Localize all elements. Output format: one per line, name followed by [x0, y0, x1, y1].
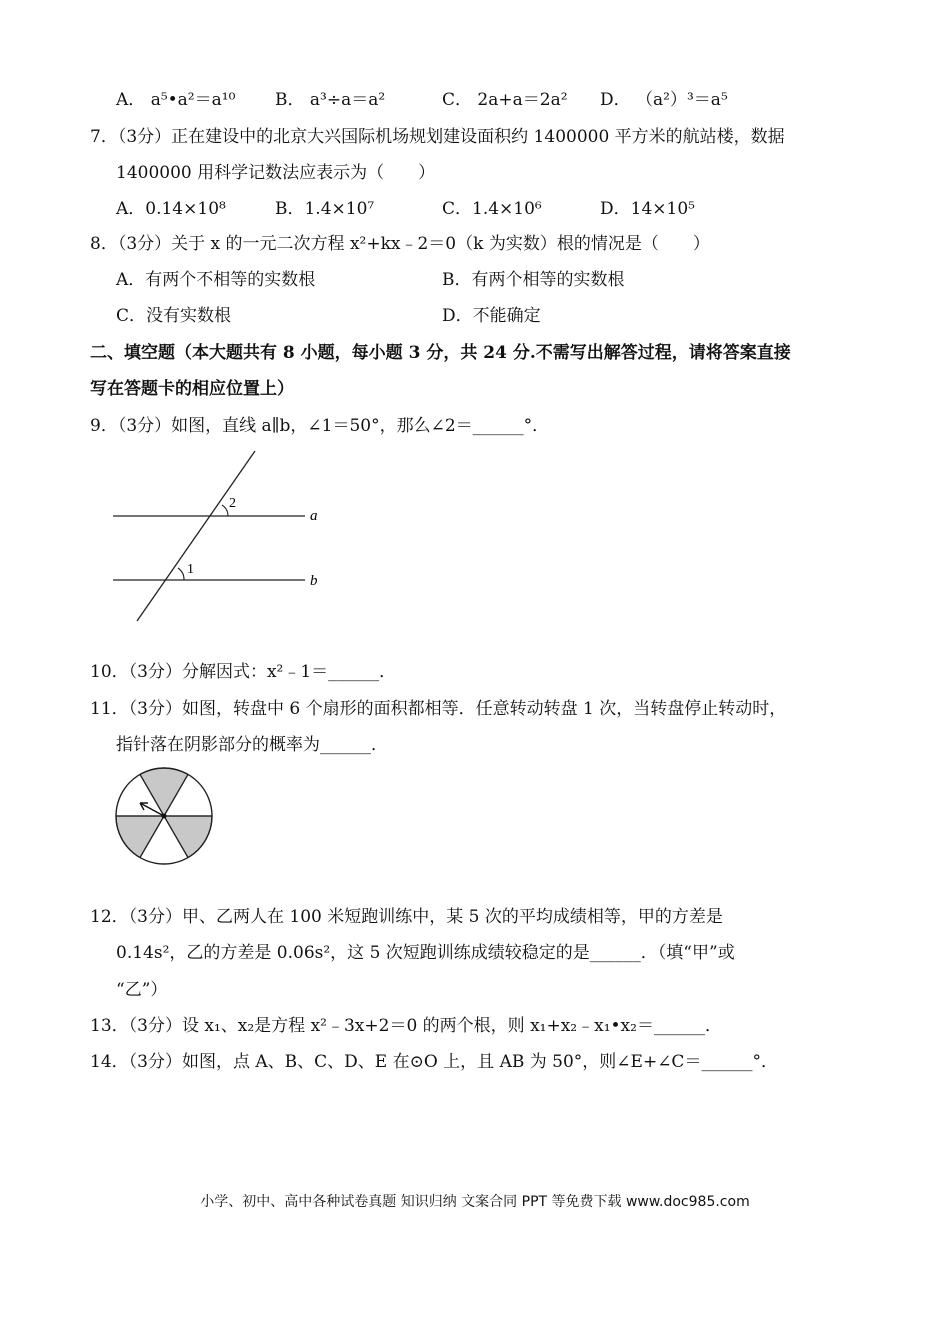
q10-score: （3分） — [128, 662, 182, 682]
q10-text: 分解因式：x²﹣1＝______． — [181, 662, 397, 682]
q8-number: 8． — [90, 234, 118, 254]
q7-option-c: C．1.4×10⁶ — [442, 199, 542, 219]
q6-option-d-label: D． — [600, 90, 631, 110]
q12-stem-line3: “乙”） — [116, 980, 168, 1000]
q13-text: 设 x₁、x₂是方程 x²﹣3x+2＝0 的两个根，则 x₁+x₂﹣x₁•x₂＝______． — [181, 1016, 722, 1036]
q8-option-c: C．没有实数根 — [116, 306, 232, 326]
q11-spinner-figure — [108, 765, 220, 867]
q6-option-c — [442, 88, 568, 112]
q8-score: （3分） — [117, 234, 172, 254]
q8-text: 关于 x 的一元二次方程 x²+kx﹣2＝0（k 为实数）根的情况是（ ） — [171, 234, 710, 254]
q11-number: 11． — [90, 699, 129, 719]
q11-score: （3分） — [128, 699, 182, 719]
q6-option-d — [600, 88, 728, 112]
shaded-sector-right — [164, 816, 212, 858]
q14-number: 14． — [90, 1052, 129, 1072]
q11-stem-line2: 指针落在阴影部分的概率为______． — [116, 735, 388, 755]
q7-text-line1: 正在建设中的北京大兴国际机场规划建设面积约 1400000 平方米的航站楼，数据 — [171, 127, 785, 147]
q10-number: 10． — [90, 662, 129, 682]
q7-option-a: A．0.14×10⁸ — [116, 199, 226, 219]
shaded-sector-top — [140, 768, 188, 816]
section2-heading-line1: 二、填空题（本大题共有 8 小题，每小题 3 分，共 24 分.不需写出解答过程，请将答案直接 — [90, 343, 791, 363]
q6-option-a — [116, 88, 235, 112]
q12-number: 12． — [90, 907, 129, 927]
shaded-sector-left — [116, 816, 164, 858]
q6-option-a-text: a⁵•a²＝a¹⁰ — [150, 90, 236, 110]
q8-stem — [90, 232, 710, 256]
q7-stem-line1 — [90, 125, 785, 149]
q12-stem-line2: 0.14s²，乙的方差是 0.06s²，这 5 次短跑训练成绩较稳定的是______．（填“甲”或 — [116, 943, 735, 963]
q12-stem-line1 — [90, 905, 723, 929]
q8-option-b: B．有两个相等的实数根 — [442, 270, 625, 290]
q14-score: （3分） — [128, 1052, 182, 1072]
q11-stem-line1 — [90, 697, 786, 721]
q6-option-d-text: （a²）³＝a⁵ — [636, 90, 728, 110]
q9-stem — [90, 414, 549, 438]
angle-2-label: 2 — [229, 496, 236, 511]
q12-score: （3分） — [128, 907, 182, 927]
q14-text: 如图，点 A、B、C、D、E 在⊙O 上，且 AB 为 50°，则∠E+∠C＝______°． — [181, 1052, 778, 1072]
q8-option-a: A．有两个不相等的实数根 — [116, 270, 316, 290]
spinner-center-dot — [162, 814, 167, 819]
angle-2-arc — [222, 505, 228, 516]
q6-option-b-label: B． — [275, 90, 305, 110]
transversal-line — [137, 451, 255, 621]
q9-number: 9． — [90, 416, 118, 436]
q8-option-d: D．不能确定 — [442, 306, 541, 326]
q9-score: （3分） — [117, 416, 172, 436]
q7-stem-line2: 1400000 用科学记数法应表示为（ ） — [116, 163, 436, 183]
q14-stem — [90, 1050, 778, 1074]
q10-stem — [90, 660, 396, 684]
angle-1-arc — [178, 568, 184, 580]
angle-1-label: 1 — [187, 562, 194, 577]
q11-text-line1: 如图，转盘中 6 个扇形的面积都相等．任意转动转盘 1 次，当转盘停止转动时， — [181, 699, 787, 719]
q6-option-a-label: A． — [116, 90, 146, 110]
q9-parallel-lines-figure — [105, 445, 335, 630]
q13-score: （3分） — [128, 1016, 182, 1036]
page-footer: 小学、初中、高中各种试卷真题 知识归纳 文案合同 PPT 等免费下载 www.doc985.com — [200, 1194, 750, 1210]
q6-option-c-text: 2a+a＝2a² — [477, 90, 568, 110]
line-b-label: b — [310, 573, 318, 589]
q7-score: （3分） — [117, 127, 172, 147]
q7-option-b: B．1.4×10⁷ — [275, 199, 375, 219]
q6-option-b — [275, 88, 385, 112]
q13-stem — [90, 1014, 722, 1038]
q6-option-b-text: a³÷a＝a² — [309, 90, 386, 110]
q7-number: 7． — [90, 127, 118, 147]
q6-option-c-label: C． — [442, 90, 473, 110]
q9-text: 如图，直线 a∥b，∠1＝50°，那么∠2＝______°． — [171, 416, 550, 436]
q13-number: 13． — [90, 1016, 129, 1036]
q7-option-d: D．14×10⁵ — [600, 199, 695, 219]
section2-heading-line2: 写在答题卡的相应位置上） — [90, 379, 294, 399]
line-a-label: a — [310, 508, 318, 524]
q12-text-line1: 甲、乙两人在 100 米短跑训练中，某 5 次的平均成绩相等，甲的方差是 — [181, 907, 723, 927]
